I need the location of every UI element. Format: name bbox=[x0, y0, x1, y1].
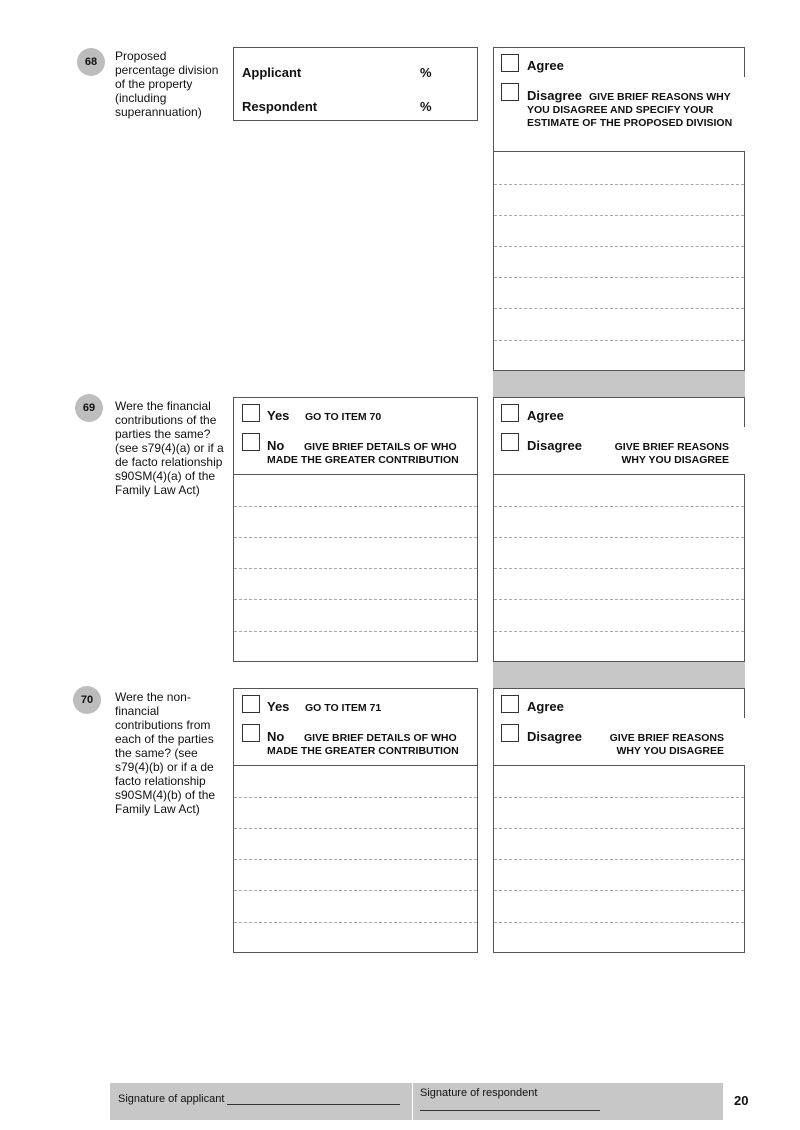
question-68: Proposed percentage division of the property (including superannuation) bbox=[115, 49, 219, 119]
shaded-separator bbox=[493, 371, 745, 397]
agree-label-69: Agree bbox=[527, 408, 564, 423]
signature-respondent-line[interactable] bbox=[420, 1110, 600, 1111]
no-hint-70: GIVE BRIEF DETAILS OF WHO MADE THE GREATER CONTRIBUTION bbox=[267, 732, 459, 757]
page-number: 20 bbox=[734, 1093, 749, 1108]
agree-checkbox-70[interactable] bbox=[501, 695, 519, 713]
signature-applicant-label: Signature of applicant bbox=[118, 1093, 225, 1105]
item-number-68: 68 bbox=[77, 48, 105, 76]
no-label-70: No bbox=[267, 729, 285, 744]
reasons-area-69[interactable] bbox=[493, 474, 745, 662]
disagree-hint-70: GIVE BRIEF REASONS WHY YOU DISAGREE bbox=[609, 732, 724, 757]
disagree-checkbox-69[interactable] bbox=[501, 433, 519, 451]
agree-label-70: Agree bbox=[527, 699, 564, 714]
question-69: Were the financial contributions of the parties the same? (see s79(4)(a) or if a de facto relationship s90SM(4)(a) of the Family Law Act) bbox=[115, 399, 224, 497]
disagree-hint-69: GIVE BRIEF REASONS WHY YOU DISAGREE bbox=[614, 441, 729, 466]
applicant-percent-unit: % bbox=[420, 65, 432, 80]
details-area-69[interactable] bbox=[233, 474, 478, 662]
yes-checkbox-70[interactable] bbox=[242, 695, 260, 713]
question-70: Were the non-financial contributions from each of the parties the same? (see s79(4)(b) or if a de facto relationship s90SM(4)(b) of the Family Law Act) bbox=[115, 690, 216, 816]
respondent-label: Respondent bbox=[242, 99, 318, 114]
footer-divider bbox=[412, 1083, 413, 1120]
signature-applicant bbox=[118, 1093, 400, 1105]
no-hint-69: GIVE BRIEF DETAILS OF WHO MADE THE GREATER CONTRIBUTION bbox=[267, 441, 459, 466]
item-number-69: 69 bbox=[75, 394, 103, 422]
disagree-label-69: Disagree bbox=[527, 438, 582, 453]
agree-checkbox-68[interactable] bbox=[501, 54, 519, 72]
percentage-box bbox=[233, 47, 478, 121]
yes-hint-69: GO TO ITEM 70 bbox=[305, 411, 382, 423]
shaded-separator bbox=[493, 662, 745, 688]
respondent-percent-unit: % bbox=[420, 99, 432, 114]
no-label-69: No bbox=[267, 438, 285, 453]
agree-checkbox-69[interactable] bbox=[501, 404, 519, 422]
signature-respondent-label: Signature of respondent bbox=[420, 1087, 538, 1099]
yes-label-69: Yes bbox=[267, 408, 290, 423]
details-area-70[interactable] bbox=[233, 765, 478, 953]
no-checkbox-70[interactable] bbox=[242, 724, 260, 742]
disagree-checkbox-68[interactable] bbox=[501, 83, 519, 101]
disagree-label-68: Disagree bbox=[527, 88, 582, 103]
disagree-checkbox-70[interactable] bbox=[501, 724, 519, 742]
no-checkbox-69[interactable] bbox=[242, 433, 260, 451]
reasons-area-70[interactable] bbox=[493, 765, 745, 953]
reasons-area-68[interactable] bbox=[493, 151, 745, 371]
yes-label-70: Yes bbox=[267, 699, 290, 714]
item-number-70: 70 bbox=[73, 686, 101, 714]
signature-applicant-line[interactable] bbox=[227, 1093, 400, 1105]
yes-checkbox-69[interactable] bbox=[242, 404, 260, 422]
agree-label-68: Agree bbox=[527, 58, 564, 73]
disagree-hint-68: GIVE BRIEF REASONS WHY YOU DISAGREE AND SPECIFY YOUR ESTIMATE OF THE PROPOSED DIVISION bbox=[527, 91, 733, 129]
applicant-label: Applicant bbox=[242, 65, 302, 80]
disagree-label-70: Disagree bbox=[527, 729, 582, 744]
yes-hint-70: GO TO ITEM 71 bbox=[305, 702, 382, 714]
